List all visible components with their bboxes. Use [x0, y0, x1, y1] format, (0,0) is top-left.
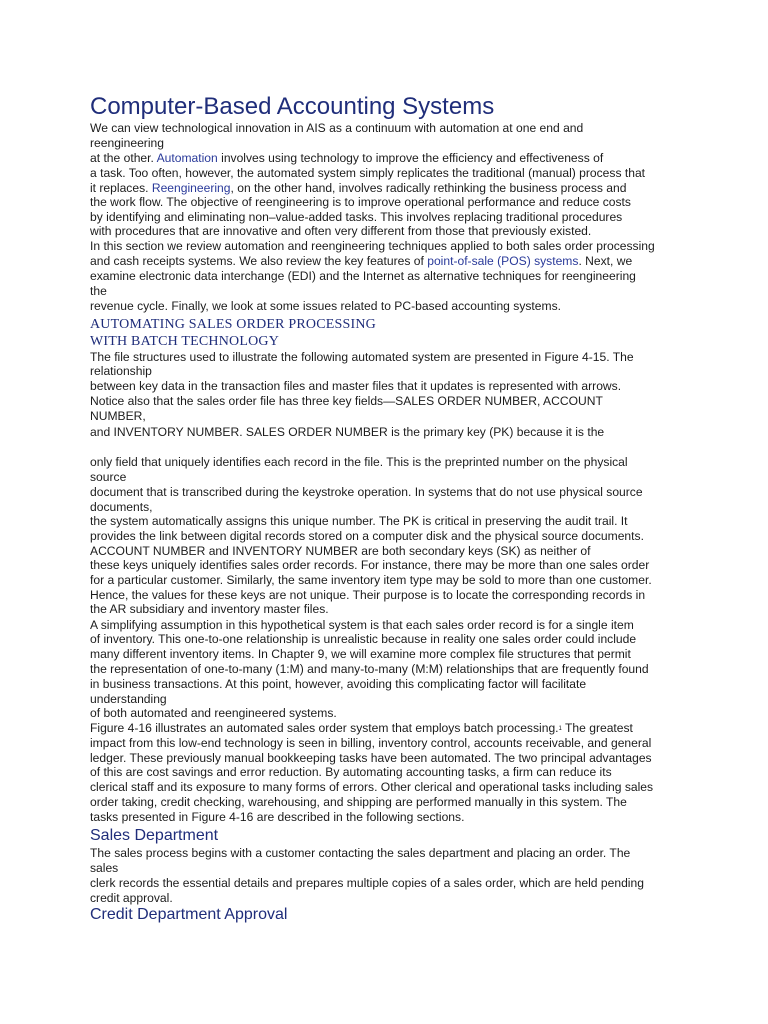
- body-line: The file structures used to illustrate the following automated system are presented in Figure 4-15. The: [90, 350, 634, 364]
- body-line: document that is transcribed during the keystroke operation. In systems that do not use physical source: [90, 485, 643, 499]
- intro-line: In this section we review automation and reengineering techniques applied to both sales order processing: [90, 239, 655, 253]
- intro-line: a task. Too often, however, the automated system simply replicates the traditional (manual) process that: [90, 166, 646, 180]
- body-line: for a particular customer. Similarly, the same inventory item type may be sold to more than one customer.: [90, 573, 652, 587]
- body-line: credit approval.: [90, 891, 173, 905]
- body-line: Notice also that the sales order file has three key fields—SALES ORDER NUMBER, ACCOUNT: [90, 394, 603, 408]
- body-line: of both automated and reengineered systems.: [90, 706, 337, 720]
- body-line: many different inventory items. In Chapter 9, we will examine more complex file structures that permit: [90, 647, 631, 661]
- intro-line: We can view technological innovation in AIS as a continuum with automation at one end and: [90, 121, 584, 135]
- body-line: The sales process begins with a customer contacting the sales department and placing an order. The: [90, 846, 631, 860]
- section-heading-batch: WITH BATCH TECHNOLOGY: [90, 334, 280, 349]
- intro-line: revenue cycle. Finally, we look at some issues related to PC-based accounting systems.: [90, 299, 561, 313]
- body-line: these keys uniquely identifies sales order records. For instance, there may be more than one sales order: [90, 558, 650, 572]
- body-line: clerk records the essential details and prepares multiple copies of a sales order, which are held pending: [90, 876, 644, 890]
- body-line: ledger. These previously manual bookkeeping tasks have been automated. The two principal advantages: [90, 751, 652, 765]
- body-line: understanding: [90, 692, 167, 706]
- intro-line: and cash receipts systems. We also review the key features of point-of-sale (POS) systems. Next, we: [90, 254, 633, 268]
- automation-link[interactable]: Automation: [156, 151, 218, 165]
- section-heading-credit-approval: Credit Department Approval: [90, 906, 288, 923]
- body-line: clerical staff and its exposure to many forms of errors. Other clerical and operational tasks including sales: [90, 780, 654, 794]
- body-line: NUMBER,: [90, 409, 146, 423]
- intro-line: with procedures that are innovative and often very different from those that previously existed.: [90, 224, 592, 238]
- body-line: of this are cost savings and error reduction. By automating accounting tasks, a firm can reduce its: [90, 765, 612, 779]
- body-line: sales: [90, 861, 119, 875]
- body-line: tasks presented in Figure 4-16 are described in the following sections.: [90, 810, 465, 824]
- body-line: in business transactions. At this point, however, avoiding this complicating factor will facilitate: [90, 677, 587, 691]
- body-line: and INVENTORY NUMBER. SALES ORDER NUMBER is the primary key (PK) because it is the: [90, 425, 605, 439]
- pos-systems-link[interactable]: point-of-sale (POS) systems: [427, 254, 579, 268]
- page-title: Computer-Based Accounting Systems: [90, 93, 495, 120]
- intro-line: examine electronic data interchange (EDI) and the Internet as alternative techniques for reengineering: [90, 269, 636, 283]
- body-line: order taking, credit checking, warehousing, and shipping are performed manually in this system. The: [90, 795, 627, 809]
- body-line: Hence, the values for these keys are not unique. Their purpose is to locate the corresponding records in: [90, 588, 646, 602]
- body-line: ACCOUNT NUMBER and INVENTORY NUMBER are both secondary keys (SK) as neither of: [90, 544, 591, 558]
- body-line: source: [90, 470, 127, 484]
- intro-line: at the other. Automation involves using technology to improve the efficiency and effectiveness of: [90, 151, 604, 165]
- body-line: the representation of one-to-many (1:M) and many-to-many (M:M) relationships that are frequently found: [90, 662, 649, 676]
- body-line: documents,: [90, 500, 153, 514]
- body-line: relationship: [90, 364, 152, 378]
- section-heading-sales-department: Sales Department: [90, 827, 219, 844]
- body-line: only field that uniquely identifies each record in the file. This is the preprinted number on the physical: [90, 455, 628, 469]
- body-line: the system automatically assigns this unique number. The PK is critical in preserving the audit trail. It: [90, 514, 628, 528]
- body-line: of inventory. This one-to-one relationship is unrealistic because in reality one sales order could include: [90, 632, 637, 646]
- intro-line: by identifying and eliminating non–value-added tasks. This involves replacing traditional procedures: [90, 210, 623, 224]
- body-line: impact from this low-end technology is seen in billing, inventory control, accounts receivable, and general: [90, 736, 652, 750]
- intro-line: it replaces. Reengineering, on the other hand, involves radically rethinking the business process and: [90, 181, 627, 195]
- reengineering-link[interactable]: Reengineering: [151, 181, 231, 195]
- body-line: the AR subsidiary and inventory master files.: [90, 602, 329, 616]
- intro-line: reengineering: [90, 136, 164, 150]
- intro-line: the: [90, 284, 107, 298]
- section-heading-automating: AUTOMATING SALES ORDER PROCESSING: [90, 317, 376, 332]
- body-line: provides the link between digital records stored on a computer disk and the physical source documents.: [90, 529, 644, 543]
- intro-line: the work flow. The objective of reengineering is to improve operational performance and reduce costs: [90, 195, 631, 209]
- body-line: Figure 4-16 illustrates an automated sales order system that employs batch processing.$^1$ The greatest: [90, 721, 633, 735]
- body-line: A simplifying assumption in this hypothetical system is that each sales order record is for a single item: [90, 618, 634, 632]
- footnote-marker: 1: [558, 726, 562, 732]
- body-line: between key data in the transaction files and master files that it updates is represented with arrows.: [90, 379, 622, 393]
